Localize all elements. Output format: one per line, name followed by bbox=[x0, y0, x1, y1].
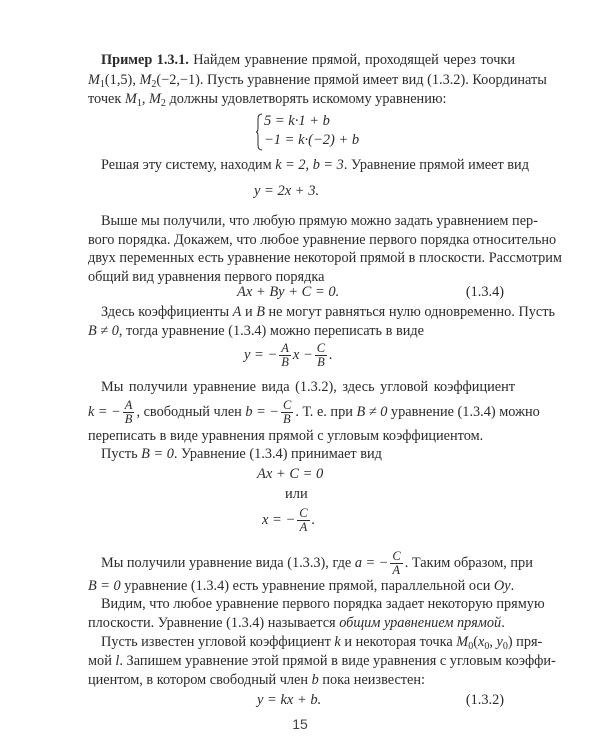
slope-intercept-equation: y = kx + b. bbox=[257, 692, 322, 708]
point-slope-line-2: мой l. Запишем уравнение этой прямой в виде уравнения с угловым коэффи- bbox=[88, 653, 556, 669]
page-number: 15 bbox=[292, 716, 308, 732]
general-equation: Ax + By + C = 0. bbox=[237, 284, 340, 300]
case-b0-line: Пусть B = 0. Уравнение (1.3.4) принимает вид bbox=[101, 446, 382, 462]
definition-line-1: Видим, что любое уравнение первого порядка задает некоторую прямую bbox=[101, 596, 545, 612]
slope-line-3: переписать в виде уравнения прямой с угловым коэффициентом. bbox=[88, 428, 484, 444]
solve-line: Решая эту систему, находим k = 2, b = 3. Уравнение прямой имеет вид bbox=[101, 157, 529, 173]
point-slope-line-1: Пусть известен угловой коэффициент k и некоторая точка $M_0(x_0$, $y_0$) пря- bbox=[101, 634, 543, 652]
slope-line-2: k = − $\frac{A}{B}$ , свободный член b = − $\frac{C}{B}$ . Т. е. при B ≠ 0 уравнение (1.3.4) можно bbox=[88, 398, 540, 427]
defined-term: общим уравнением прямой bbox=[339, 615, 502, 631]
example-heading: Пример 1.3.1. bbox=[101, 52, 189, 68]
or-word: или bbox=[285, 486, 308, 502]
line-equation-result: y = 2x + 3. bbox=[254, 183, 320, 199]
general-line-1: Выше мы получили, что любую прямую можно задать уравнением пер- bbox=[101, 213, 538, 229]
parallel-line-1: Мы получили уравнение вида (1.3.3), где a = − $\frac{C}{A}$ . Таким образом, при bbox=[101, 549, 533, 578]
example-line-1: Пример 1.3.1. Найдем уравнение прямой, проходящей через точки bbox=[101, 52, 515, 68]
general-line-3: двух переменных есть уравнение некоторой прямой в плоскости. Рассмотрим bbox=[88, 250, 562, 266]
equation-number-1-3-2: (1.3.2) bbox=[465, 692, 504, 708]
general-line-4: общий вид уравнения первого порядка bbox=[88, 269, 325, 285]
definition-line-2: плоскости. Уравнение (1.3.4) называется общим уравнением прямой. bbox=[88, 615, 505, 631]
case-b0-eq-2: x = − $\frac{C}{A}$ . bbox=[262, 506, 316, 534]
equation-number-1-3-4: (1.3.4) bbox=[465, 284, 504, 300]
system-brace bbox=[256, 113, 262, 151]
example-line-2: $M_1(1,5)$, $M_2(-2,-1)$. Пусть уравнение прямой имеет вид (1.3.2). Координаты bbox=[88, 72, 547, 90]
point-slope-line-3: циентом, в котором свободный член b пока неизвестен: bbox=[88, 672, 426, 688]
rewrite-equation: y = − $\frac{A}{B}$ x − $\frac{C}{B}$ . bbox=[244, 341, 333, 369]
coeffs-line-2: B ≠ 0, тогда уравнение (1.3.4) можно переписать в виде bbox=[88, 323, 424, 339]
system-eq-2: −1 = k·(−2) + b bbox=[264, 132, 360, 148]
coeffs-line-1: Здесь коэффициенты A и B не могут равняться нулю одновременно. Пусть bbox=[101, 304, 556, 320]
system-eq-1: 5 = k·1 + b bbox=[264, 113, 330, 129]
slope-line-1: Мы получили уравнение вида (1.3.2), здесь угловой коэффициент bbox=[101, 379, 515, 395]
case-b0-eq-1: Ax + C = 0 bbox=[257, 466, 324, 482]
example-line-3: точек $M_1$, $M_2$ должны удовлетворять искомому уравнению: bbox=[88, 91, 447, 109]
general-line-2: вого порядка. Докажем, что любое уравнение первого порядка относительно bbox=[88, 232, 557, 248]
parallel-line-2: B = 0 уравнение (1.3.4) есть уравнение прямой, параллельной оси Oy. bbox=[88, 578, 515, 594]
